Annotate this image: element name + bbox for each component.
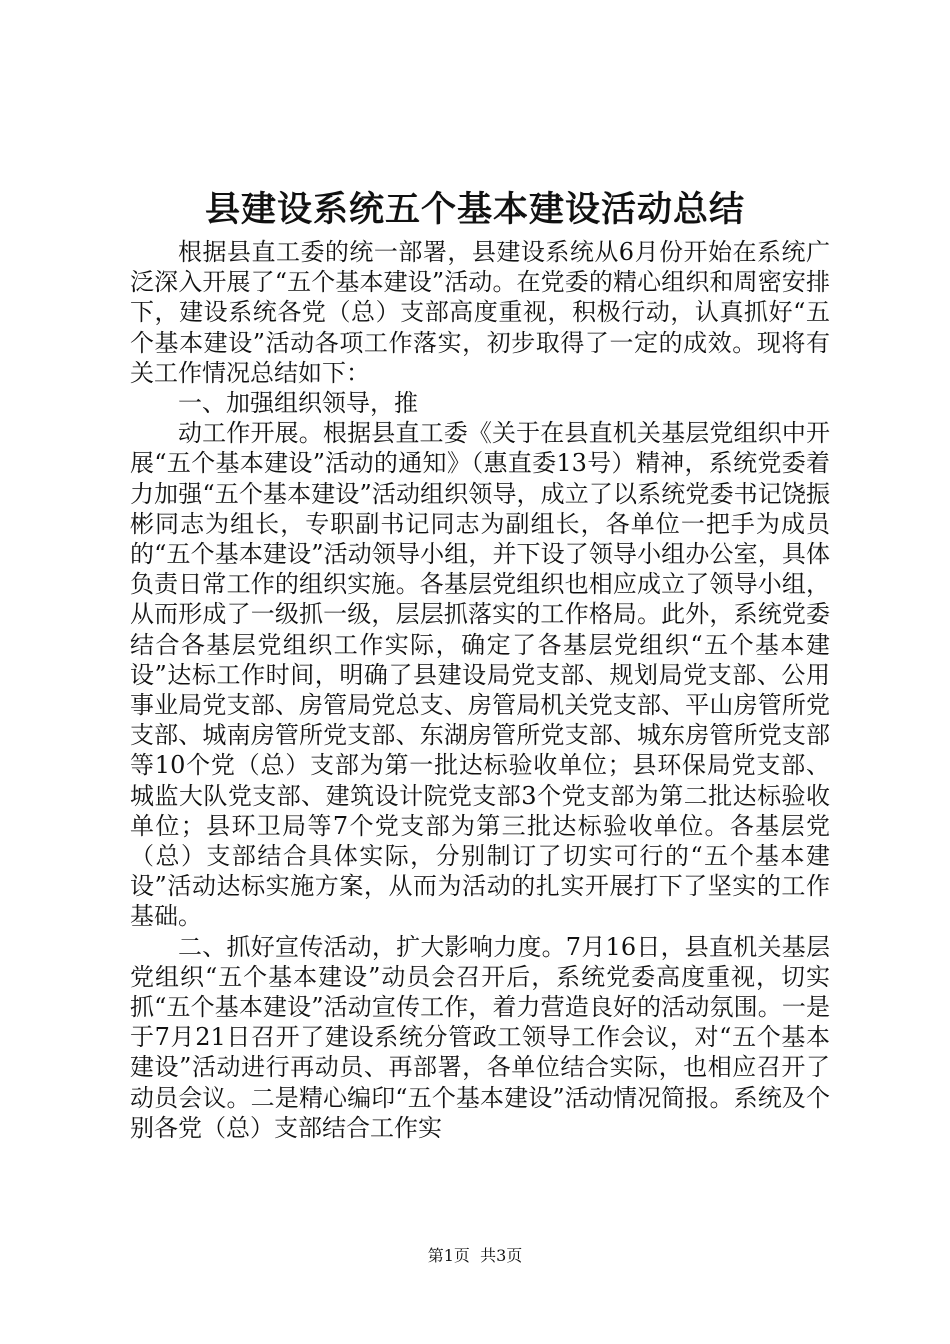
document-title: 县建设系统五个基本建设活动总结 [204, 189, 745, 230]
paragraph-section-two: 二、抓好宣传活动，扩大影响力度。7月16日，县直机关基层党组织“五个基本建设”动员会召开后，系统党委高度重视，切实抓“五个基本建设”活动宣传工作，着力营造良好的活动氛围。一是于7月21日召开了建设系统分管政工领导工作会议，对“五个基本建设”活动进行再动员、再部署，各单位结合实际，也相应召开了动员会议。二是精心编印“五个基本建设”活动情况简报。系统及个别各党（总）支部结合工作实 [130, 932, 830, 1142]
document-body [130, 237, 830, 1143]
paragraph-section-one-body: 动工作开展。根据县直工委《关于在县直机关基层党组织中开展“五个基本建设”活动的通知》（惠直委13号）精神，系统党委着力加强“五个基本建设”活动组织领导，成立了以系统党委书记饶振彬同志为组长，专职副书记同志为副组长，各单位一把手为成员的“五个基本建设”活动领导小组，并下设了领导小组办公室，具体负责日常工作的组织实施。各基层党组织也相应成立了领导小组，从而形成了一级抓一级，层层抓落实的工作格局。此外，系统党委结合各基层党组织工作实际，确定了各基层党组织“五个基本建设”达标工作时间，明确了县建设局党支部、规划局党支部、公用事业局党支部、房管局党总支、房管局机关党支部、平山房管所党支部、城南房管所党支部、东湖房管所党支部、城东房管所党支部等10个党（总）支部为第一批达标验收单位；县环保局党支部、城监大队党支部、建筑设计院党支部3个党支部为第二批达标验收单位；县环卫局等7个党支部为第三批达标验收单位。各基层党（总）支部结合具体实际，分别制订了切实可行的“五个基本建设”活动达标实施方案，从而为活动的扎实开展打下了坚实的工作基础。 [130, 419, 830, 931]
page-number-footer: 第1页 共3页 [427, 1246, 523, 1265]
paragraph-section-one-heading: 一、加强组织领导，推 [178, 389, 418, 418]
paragraph-intro: 根据县直工委的统一部署，县建设系统从6月份开始在系统广泛深入开展了“五个基本建设”活动。在党委的精心组织和周密安排下，建设系统各党（总）支部高度重视，积极行动，认真抓好“五个基本建设”活动各项工作落实，初步取得了一定的成效。现将有关工作情况总结如下： [130, 238, 830, 387]
